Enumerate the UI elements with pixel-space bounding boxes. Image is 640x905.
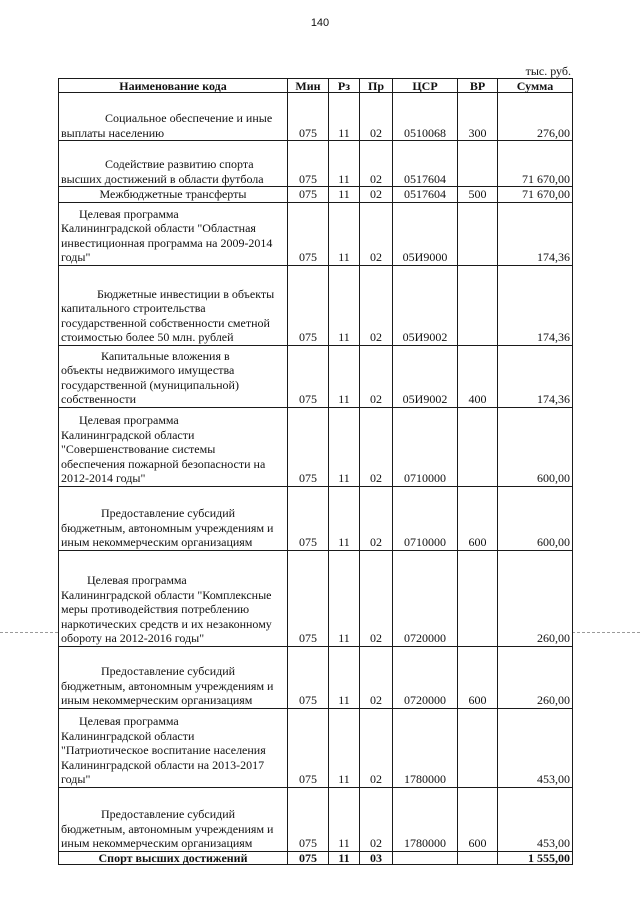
table-row	[59, 345, 573, 407]
row-min: 075	[288, 646, 329, 708]
row-rz: 11	[329, 787, 360, 851]
row-rz: 11	[329, 93, 360, 141]
row-vr	[458, 141, 498, 187]
row-vr: 600	[458, 486, 498, 550]
table-row	[59, 265, 573, 345]
row-name: Целевая программа Калининградской области "Областная инвестиционная программа на 2009-2014 годы"	[59, 202, 288, 265]
row-min: 075	[288, 550, 329, 646]
row-sum: 174,36	[498, 202, 573, 265]
scan-fold-mark-right	[572, 632, 640, 633]
scan-fold-mark-left	[0, 632, 58, 633]
total-min: 075	[288, 851, 329, 864]
table-row	[59, 407, 573, 486]
row-rz: 11	[329, 265, 360, 345]
row-pr: 02	[360, 345, 393, 407]
row-pr: 02	[360, 407, 393, 486]
row-name: Содействие развитию спорта высших достижений в области футбола	[59, 141, 288, 187]
row-csr: 05И9000	[393, 202, 458, 265]
row-sum: 71 670,00	[498, 187, 573, 203]
row-vr	[458, 265, 498, 345]
row-csr: 1780000	[393, 708, 458, 787]
header-name: Наименование кода	[59, 79, 288, 93]
header-min: Мин	[288, 79, 329, 93]
row-rz: 11	[329, 486, 360, 550]
table-row	[59, 787, 573, 851]
units-label: тыс. руб.	[525, 64, 571, 78]
row-rz: 11	[329, 407, 360, 486]
total-pr: 03	[360, 851, 393, 864]
row-vr	[458, 202, 498, 265]
row-csr: 0510068	[393, 93, 458, 141]
row-rz: 11	[329, 646, 360, 708]
row-vr: 400	[458, 345, 498, 407]
row-csr: 05И9002	[393, 345, 458, 407]
row-name: Капитальные вложения в объекты недвижимого имущества государственной (муниципальной) собственности	[59, 345, 288, 407]
total-vr	[458, 851, 498, 864]
row-sum: 600,00	[498, 407, 573, 486]
row-min: 075	[288, 345, 329, 407]
row-vr: 300	[458, 93, 498, 141]
row-csr: 0710000	[393, 486, 458, 550]
row-name: Предоставление субсидий бюджетным, автономным учреждениям и иным некоммерческим организациям	[59, 646, 288, 708]
row-csr: 05И9002	[393, 265, 458, 345]
row-csr: 0517604	[393, 141, 458, 187]
table-row	[59, 486, 573, 550]
row-pr: 02	[360, 646, 393, 708]
row-pr: 02	[360, 486, 393, 550]
row-min: 075	[288, 265, 329, 345]
page-number: 140	[310, 17, 330, 29]
row-vr	[458, 407, 498, 486]
row-name: Межбюджетные трансферты	[59, 187, 288, 203]
row-sum: 600,00	[498, 486, 573, 550]
row-sum: 174,36	[498, 345, 573, 407]
row-min: 075	[288, 407, 329, 486]
header-rz: Рз	[329, 79, 360, 93]
table-row	[59, 550, 573, 646]
row-pr: 02	[360, 708, 393, 787]
row-rz: 11	[329, 345, 360, 407]
row-rz: 11	[329, 141, 360, 187]
row-name: Предоставление субсидий бюджетным, автономным учреждениям и иным некоммерческим организациям	[59, 486, 288, 550]
table-row	[59, 141, 573, 187]
row-vr: 600	[458, 787, 498, 851]
row-vr: 500	[458, 187, 498, 203]
row-min: 075	[288, 486, 329, 550]
row-csr: 0720000	[393, 550, 458, 646]
row-sum: 453,00	[498, 787, 573, 851]
total-csr	[393, 851, 458, 864]
row-sum: 71 670,00	[498, 141, 573, 187]
table-row	[59, 187, 573, 203]
total-rz: 11	[329, 851, 360, 864]
row-name: Целевая программа Калининградской области "Патриотическое воспитание населения Калининградской области на 2013-2017 годы"	[59, 708, 288, 787]
row-pr: 02	[360, 202, 393, 265]
row-pr: 02	[360, 93, 393, 141]
row-csr: 0517604	[393, 187, 458, 203]
row-rz: 11	[329, 187, 360, 203]
row-sum: 260,00	[498, 646, 573, 708]
header-pr: Пр	[360, 79, 393, 93]
row-vr: 600	[458, 646, 498, 708]
row-name: Целевая программа Калининградской области "Совершенствование системы обеспечения пожарной безопасности на 2012-2014 годы"	[59, 407, 288, 486]
row-sum: 174,36	[498, 265, 573, 345]
row-pr: 02	[360, 787, 393, 851]
row-name: Предоставление субсидий бюджетным, автономным учреждениям и иным некоммерческим организациям	[59, 787, 288, 851]
row-rz: 11	[329, 202, 360, 265]
row-vr	[458, 550, 498, 646]
row-sum: 453,00	[498, 708, 573, 787]
row-min: 075	[288, 141, 329, 187]
row-min: 075	[288, 708, 329, 787]
row-min: 075	[288, 202, 329, 265]
row-sum: 276,00	[498, 93, 573, 141]
total-row	[59, 851, 573, 864]
row-csr: 1780000	[393, 787, 458, 851]
row-name: Социальное обеспечение и иные выплаты населению	[59, 93, 288, 141]
header-sum: Сумма	[498, 79, 573, 93]
table-row	[59, 708, 573, 787]
table-row	[59, 646, 573, 708]
table-row	[59, 93, 573, 141]
row-name: Бюджетные инвестиции в объекты капитального строительства государственной собственности сметной стоимостью более 50 млн. рублей	[59, 265, 288, 345]
row-pr: 02	[360, 141, 393, 187]
total-name: Спорт высших достижений	[59, 851, 288, 864]
row-rz: 11	[329, 550, 360, 646]
row-min: 075	[288, 187, 329, 203]
header-vr: ВР	[458, 79, 498, 93]
table-header-row	[59, 79, 573, 93]
row-min: 075	[288, 787, 329, 851]
row-csr: 0720000	[393, 646, 458, 708]
row-pr: 02	[360, 550, 393, 646]
row-pr: 02	[360, 265, 393, 345]
table-row	[59, 202, 573, 265]
total-sum: 1 555,00	[498, 851, 573, 864]
budget-table	[58, 78, 573, 865]
row-vr	[458, 708, 498, 787]
row-sum: 260,00	[498, 550, 573, 646]
row-min: 075	[288, 93, 329, 141]
row-rz: 11	[329, 708, 360, 787]
row-pr: 02	[360, 187, 393, 203]
row-name: Целевая программа Калининградской области "Комплексные меры противодействия потреблению наркотических средств и их незаконному обороту на 2012-2016 годы"	[59, 550, 288, 646]
header-csr: ЦСР	[393, 79, 458, 93]
row-csr: 0710000	[393, 407, 458, 486]
